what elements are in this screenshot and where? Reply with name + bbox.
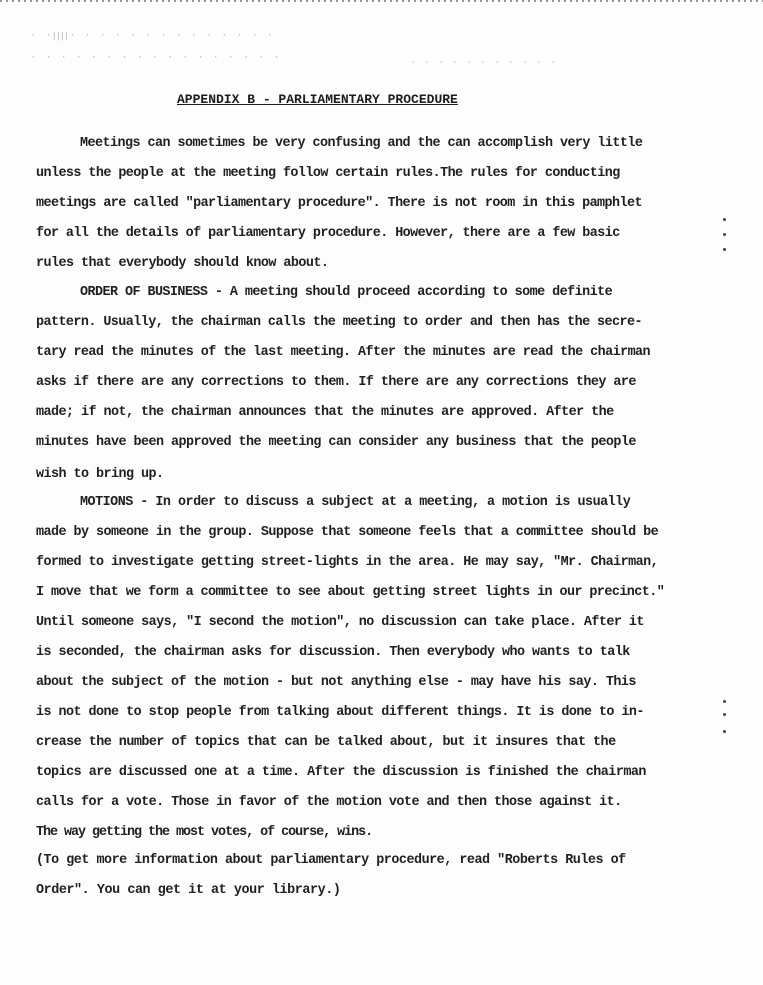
text-line: formed to investigate getting street-lights in the area. He may say, "Mr. Chairman, [36, 555, 659, 570]
page-top-edge [0, 0, 763, 2]
text-line: rules that everybody should know about. [36, 256, 329, 271]
binder-hole-mark [723, 713, 726, 716]
text-line: meetings are called "parliamentary procedure". There is not room in this pamphlet [36, 196, 642, 211]
text-line: wish to bring up. [36, 467, 164, 482]
text-line: MOTIONS - In order to discuss a subject at a meeting, a motion is usually [80, 495, 631, 510]
bleed-through-text: · · · · · · · · · · · · · · · · · [30, 52, 281, 64]
text-line: asks if there are any corrections to them. If there are any corrections they are [36, 375, 636, 390]
binder-hole-mark [723, 730, 726, 733]
text-line: calls for a vote. Those in favor of the motion vote and then those against it. [36, 795, 622, 810]
text-line: topics are discussed one at a time. After the discussion is finished the chairman [36, 765, 646, 780]
text-line: tary read the minutes of the last meeting. After the minutes are read the chairman [36, 345, 651, 360]
text-line: is seconded, the chairman asks for discussion. Then everybody who wants to talk [36, 645, 630, 660]
text-line: minutes have been approved the meeting can consider any business that the people [36, 435, 636, 450]
text-line: is not done to stop people from talking about different things. It is done to in- [36, 705, 644, 720]
binder-hole-mark [723, 700, 726, 703]
text-line: Until someone says, "I second the motion", no discussion can take place. After it [36, 615, 644, 630]
text-line: Order". You can get it at your library.) [36, 883, 341, 898]
text-line: pattern. Usually, the chairman calls the meeting to order and then has the secre- [36, 315, 642, 330]
text-line: made; if not, the chairman announces that the minutes are approved. After the [36, 405, 614, 420]
text-line: I move that we form a committee to see about getting street lights in our precinct." [36, 585, 665, 600]
binder-hole-mark [723, 233, 726, 236]
text-line: ORDER OF BUSINESS - A meeting should proceed according to some definite [80, 285, 613, 300]
text-line: made by someone in the group. Suppose that someone feels that a committee should be [36, 525, 659, 540]
text-line: unless the people at the meeting follow certain rules.The rules for conducting [36, 166, 620, 181]
text-line: for all the details of parliamentary procedure. However, there are a few basic [36, 226, 620, 241]
binder-hole-mark [723, 248, 726, 251]
text-line: about the subject of the motion - but not anything else - may have his say. This [36, 675, 636, 690]
binder-hole-mark [723, 218, 726, 221]
text-line: The way getting the most votes, of course, wins. [36, 825, 373, 840]
bleed-through-text: · ·ꞁꞁꞁꞁ· · · · · · · · · · · · · · [30, 30, 275, 42]
text-line: (To get more information about parliamentary procedure, read "Roberts Rules of [36, 853, 626, 868]
text-line: crease the number of topics that can be talked about, but it insures that the [36, 735, 616, 750]
text-line: Meetings can sometimes be very confusing and the can accomplish very little [80, 136, 643, 151]
bleed-through-text: · · · · · · · · · · · [410, 58, 558, 69]
page-title: APPENDIX B - PARLIAMENTARY PROCEDURE [177, 92, 458, 107]
